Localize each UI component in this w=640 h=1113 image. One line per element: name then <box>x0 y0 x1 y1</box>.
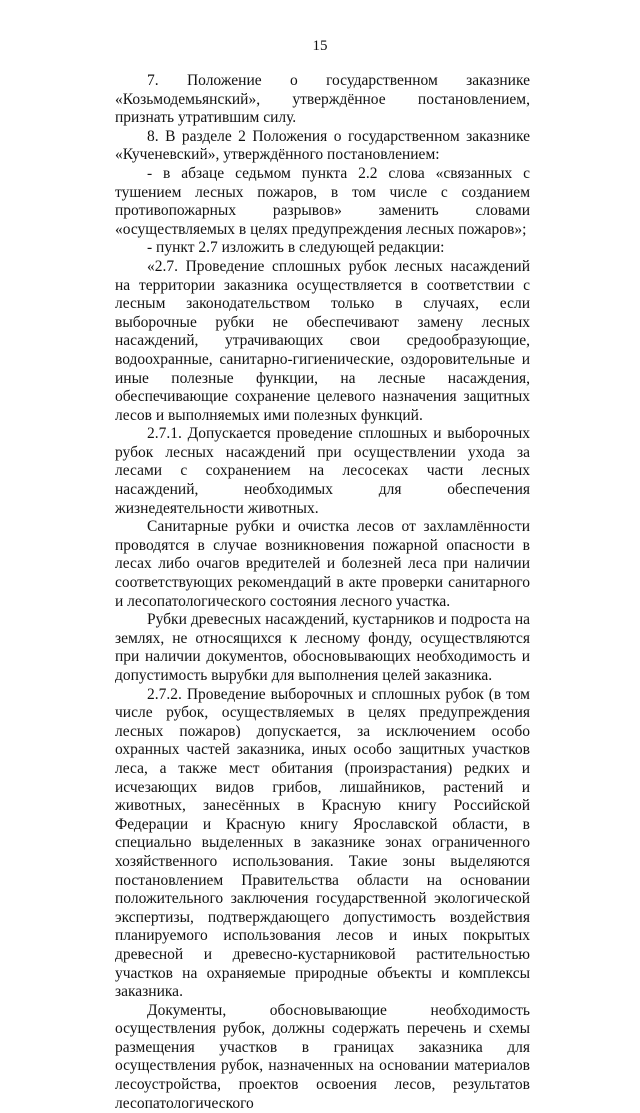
paragraph-item-8: 8. В разделе 2 Положения о государственном заказнике «Кученевский», утверждённого постановлением: <box>115 127 530 164</box>
page-number: 15 <box>312 38 328 54</box>
document-body <box>115 72 530 1113</box>
paragraph-documents: Документы, обосновывающие необходимость осуществления рубок, должны содержать перечень и схемы размещения участков в границах заказника для осуществления рубок, назначенных на основании материалов лесоустройства, проектов освоения лесов, результатов лесопатологического <box>115 1001 530 1112</box>
paragraph-non-forest-cuttings: Рубки древесных насаждений, кустарников и подроста на землях, не относящихся к лесному фонду, осуществляются при наличии документов, обосновывающих необходимость и допустимость вырубки для выполнения целей заказника. <box>115 611 530 684</box>
paragraph-2-7: «2.7. Проведение сплошных рубок лесных насаждений на территории заказника осуществляется в соответствии с лесным законодательством только в случаях, если выборочные рубки не обеспечивают замену лесных насаждений, утрачивающих свои средообразующие, водоохранные, санитарно-гигиенические, оздоровительные и иные полезные функции, на лесные насаждения, обеспечивающие сохранение целевого назначения защитных лесов и выполняемых ими полезных функций. <box>115 257 530 424</box>
paragraph-item-7: 7. Положение о государственном заказнике «Козьмодемьянский», утверждённое постановлением, признать утратившим силу. <box>115 72 530 127</box>
paragraph-subitem-2-7: - пункт 2.7 изложить в следующей редакции: <box>147 239 445 257</box>
paragraph-subitem-2-2: - в абзаце седьмом пункта 2.2 слова «связанных с тушением лесных пожаров, в том числе с созданием противопожарных разрывов» заменить словами «осуществляемых в целях предупреждения лесных пожаров»; <box>115 164 530 238</box>
paragraph-sanitary-cuttings: Санитарные рубки и очистка лесов от захламлённости проводятся в случае возникновения пожарной опасности в лесах либо очагов вредителей и болезней леса при наличии соответствующих рекомендаций в акте проверки санитарного и лесопатологического состояния лесного участка. <box>115 518 530 610</box>
paragraph-2-7-2: 2.7.2. Проведение выборочных и сплошных рубок (в том числе рубок, осуществляемых в целях предупреждения лесных пожаров) допускается, за исключением особо охранных частей заказника, иных особо защитных участков леса, а также мест обитания (произрастания) редких и исчезающих видов грибов, лишайников, растений и животных, занесённых в Красную книгу Российской Федерации и Красную книгу Ярославской области, в специально выделенных в заказнике зонах ограниченного хозяйственного использования. Такие зоны выделяются постановлением Правительства области на основании положительного заключения государственной экологической экспертизы, подтверждающего допустимость воздействия планируемого использования лесов и иных покрытых древесной и древесно-кустарниковой растительностью участков на охраняемые природные объекты и комплексы заказника. <box>115 685 530 1001</box>
paragraph-2-7-1: 2.7.1. Допускается проведение сплошных и выборочных рубок лесных насаждений при осуществлении ухода за лесами с сохранением на лесосеках части лесных насаждений, необходимых для обеспечения жизнедеятельности животных. <box>115 425 530 517</box>
